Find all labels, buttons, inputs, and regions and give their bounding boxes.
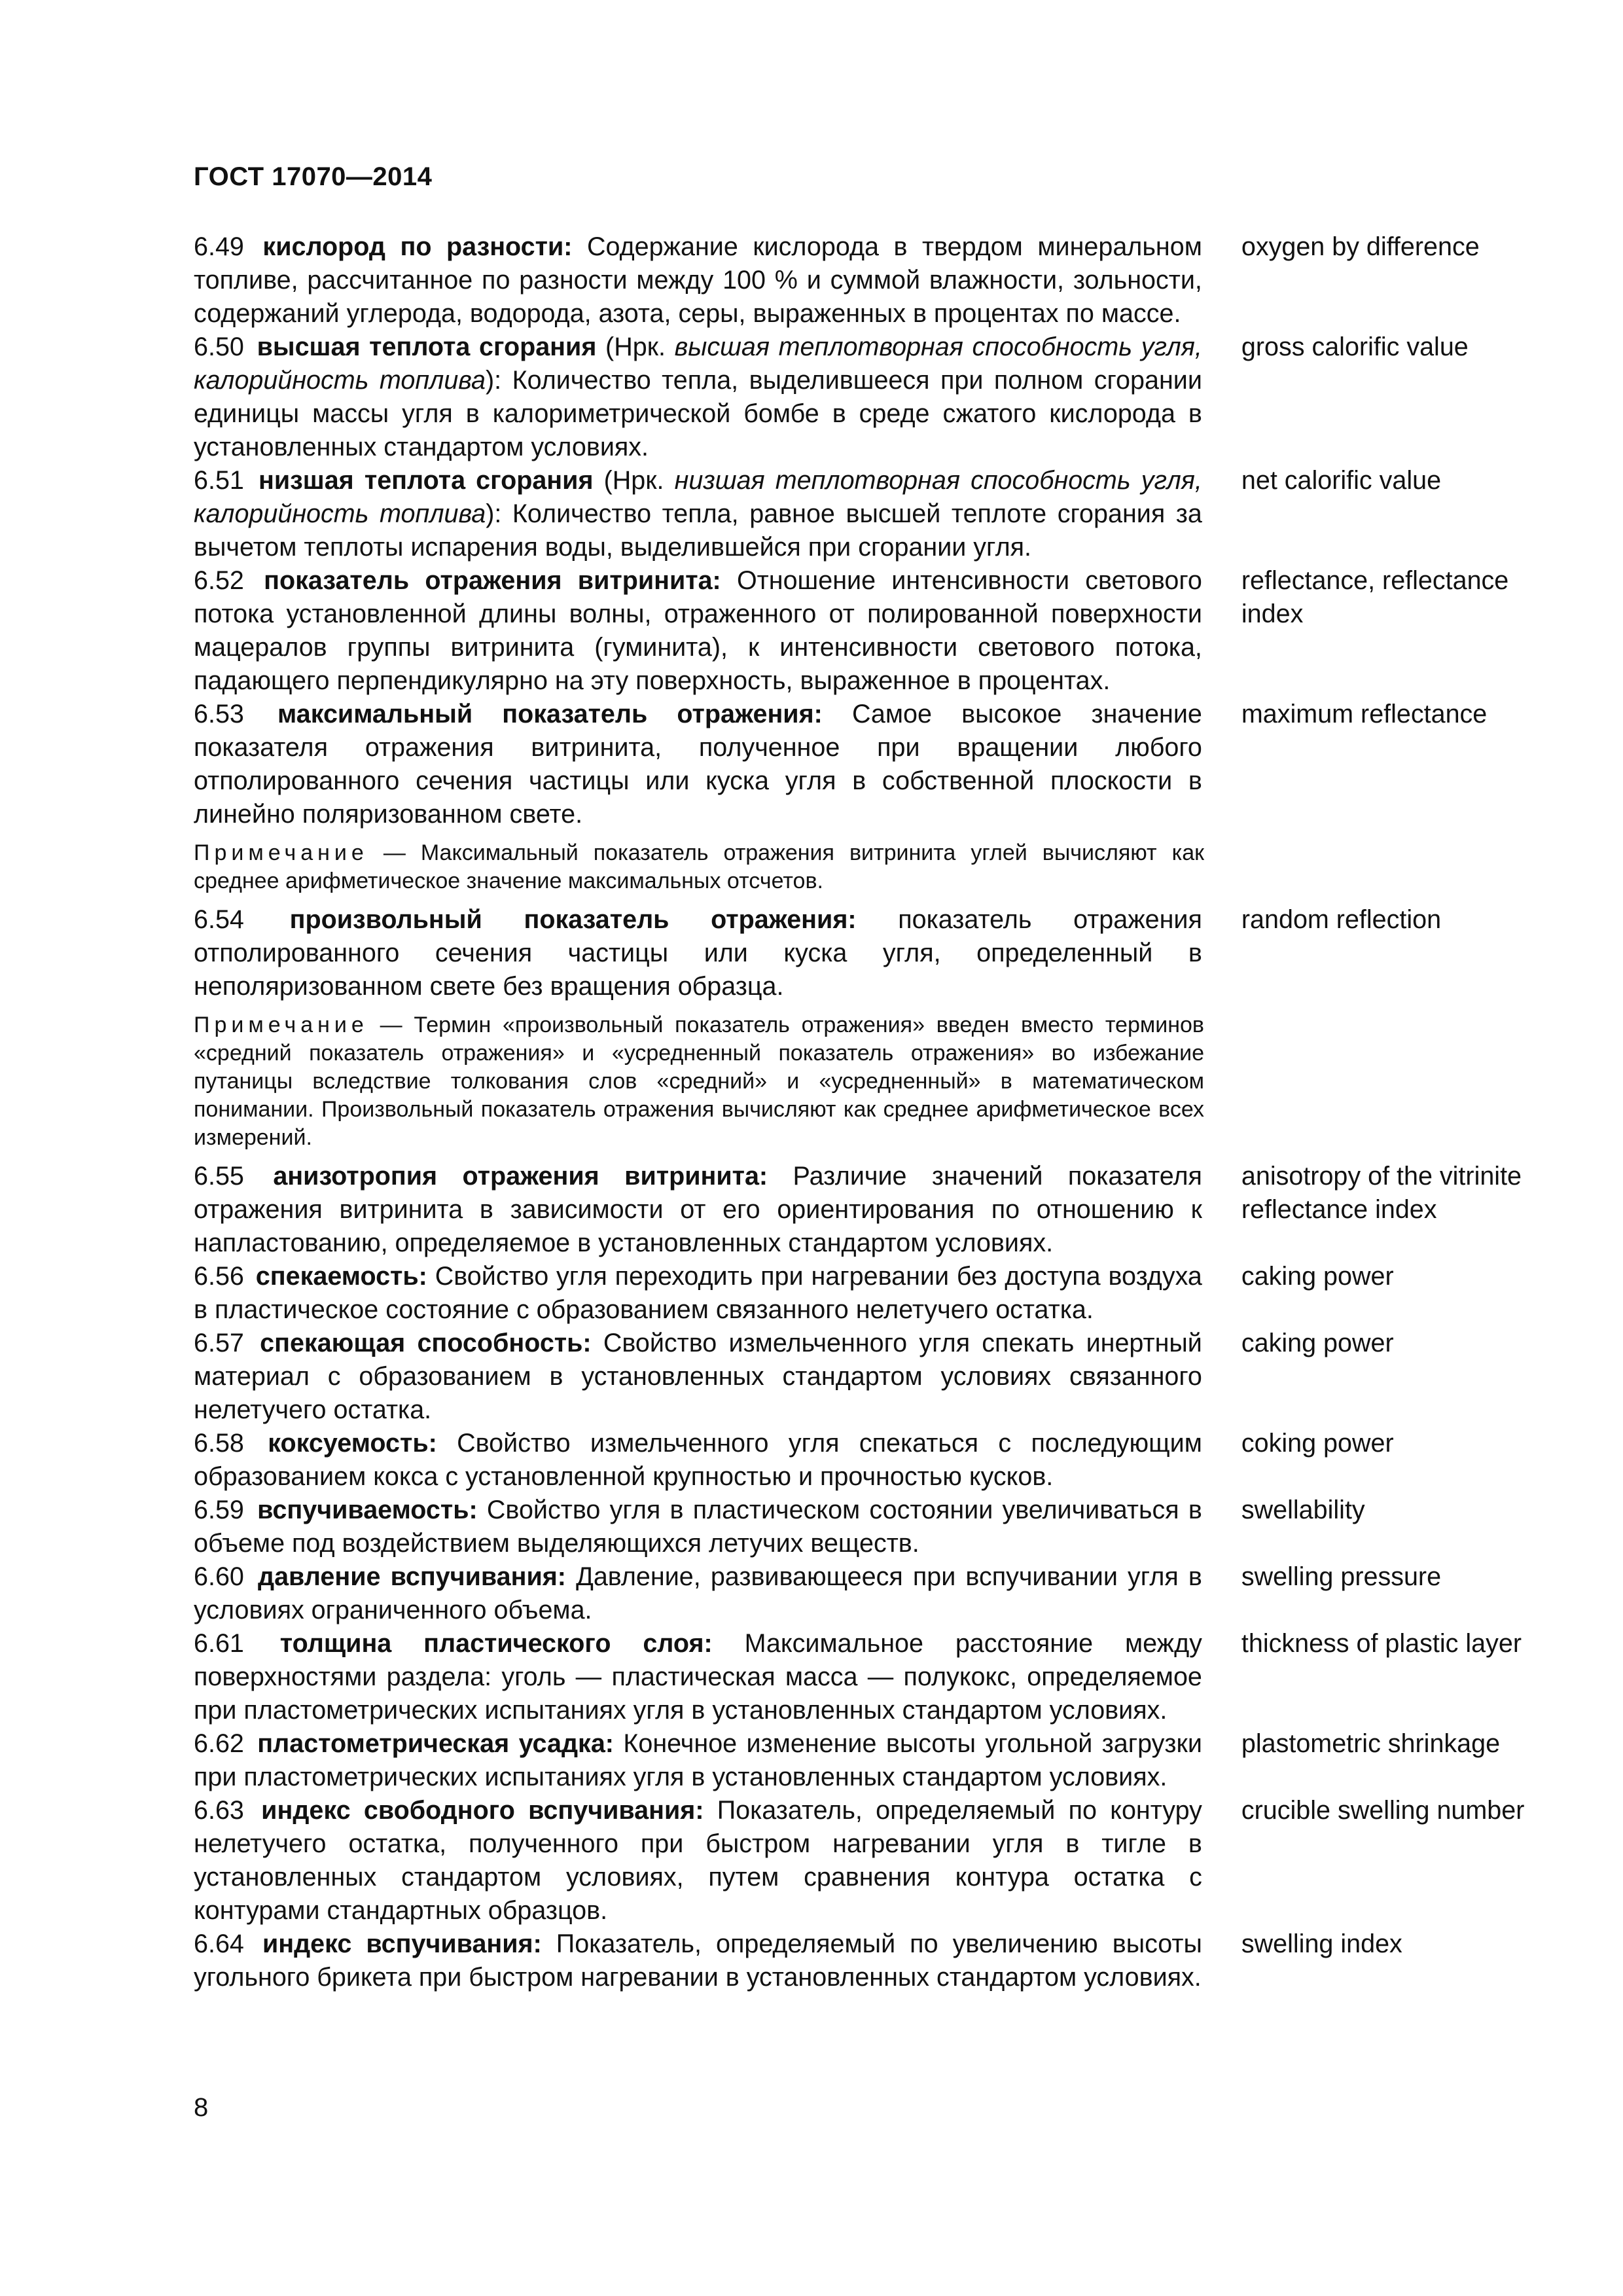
term-entry-6-62 xyxy=(194,1727,1529,1794)
term-entry-6-53 xyxy=(194,698,1529,831)
term-name: вспучиваемость: xyxy=(257,1496,478,1524)
term-alt: низшая теплотворная способность угля, калорийность топлива xyxy=(194,466,1202,528)
term-name: коксуемость: xyxy=(268,1429,437,1458)
term-entry-6-50 xyxy=(194,331,1529,464)
term-number: 6.59 xyxy=(194,1496,244,1524)
term-number: 6.52 xyxy=(194,566,244,595)
term-definition-text: Различие значений показателя отражения витринита в зависимости от его ориентирования по отношению к напластованию, определяемое в установленных стандартом условиях. xyxy=(194,1162,1202,1257)
term-alt-prefix: (Нрк. xyxy=(596,332,675,361)
term-name: анизотропия отражения витринита: xyxy=(273,1162,768,1191)
term-definition xyxy=(194,331,1202,464)
term-name: показатель отражения витринита: xyxy=(264,566,721,595)
document-header: ГОСТ 17070—2014 xyxy=(194,162,433,191)
term-english: oxygen by difference xyxy=(1241,232,1480,261)
term-definition xyxy=(194,1494,1202,1560)
page-number: 8 xyxy=(194,2093,209,2122)
term-entry-6-54 xyxy=(194,903,1529,1003)
term-name: спекаемость: xyxy=(255,1262,427,1291)
term-english: swelling pressure xyxy=(1241,1562,1442,1591)
term-english: coking power xyxy=(1241,1429,1394,1458)
term-definition xyxy=(194,1627,1202,1727)
term-alt-prefix: (Нрк. xyxy=(593,466,675,495)
term-definition-text: Свойство измельченного угля спекать инертный материал с образованием в установленных стандартом условиях связанного нелетучего остатка. xyxy=(194,1329,1202,1424)
term-entry-6-52 xyxy=(194,564,1529,698)
term-number: 6.61 xyxy=(194,1629,244,1658)
term-english: swelling index xyxy=(1241,1929,1402,1958)
term-definition-text: показатель отражения отполированного сечения частицы или куска угля, определенный в неполяризованном свете без вращения образца. xyxy=(194,905,1202,1001)
term-number: 6.57 xyxy=(194,1329,244,1357)
term-entry-6-60 xyxy=(194,1560,1529,1627)
note-text: — Максимальный показатель отражения витринита углей вычисляют как среднее арифметическое значение максимальных отсчетов. xyxy=(194,840,1204,893)
term-alt: высшая теплотворная способность угля, калорийность топлива xyxy=(194,332,1202,395)
term-number: 6.64 xyxy=(194,1929,244,1958)
term-entry-6-59 xyxy=(194,1494,1529,1560)
note-text: — Термин «произвольный показатель отражения» введен вместо терминов «средний показатель отражения» и «усредненный показатель отражения» во избежание путаницы вследствие толкования слов «средний» и «усредненный» в математическом понимании. Произвольный показатель отражения вычисляют как среднее арифметическое всех измерений. xyxy=(194,1013,1204,1150)
term-entry-6-49 xyxy=(194,230,1529,331)
term-english: reflectance, reflectance index xyxy=(1241,566,1509,628)
term-definition xyxy=(194,1260,1202,1327)
term-name: пластометрическая усадка: xyxy=(257,1729,614,1758)
term-name: давление вспучивания: xyxy=(258,1562,566,1591)
term-number: 6.53 xyxy=(194,700,244,728)
term-entry-6-61 xyxy=(194,1627,1529,1727)
term-definition-text: Показатель, определяемый по контуру нелетучего остатка, полученного при быстром нагревании угля в тигле в установленных стандартом условиях, путем сравнения контура остатка с контурами стандартных образцов. xyxy=(194,1796,1202,1925)
term-name: спекающая способность: xyxy=(260,1329,592,1357)
term-entry-6-51 xyxy=(194,464,1529,564)
note-label: Примечание xyxy=(194,840,368,865)
term-definition-text: Давление, развивающееся при вспучивании угля в условиях ограниченного объема. xyxy=(194,1562,1202,1624)
term-entry-6-64 xyxy=(194,1928,1529,1994)
term-definition-text: Самое высокое значение показателя отражения витринита, полученное при вращении любого отполированного сечения частицы или куска угля в собственной плоскости в линейно поляризованном свете. xyxy=(194,700,1202,829)
term-definition xyxy=(194,464,1202,564)
term-definition xyxy=(194,564,1202,698)
term-english: random reflection xyxy=(1241,905,1442,934)
term-name: индекс вспучивания: xyxy=(262,1929,542,1958)
term-entry-6-55 xyxy=(194,1160,1529,1260)
term-name: кислород по разности: xyxy=(262,232,573,261)
note-6-53 xyxy=(194,839,1204,895)
term-definition xyxy=(194,1928,1202,1994)
term-definition-text: ): Количество тепла, выделившееся при полном сгорании единицы массы угля в калориметрической бомбе в среде сжатого кислорода в установленных стандартом условиях. xyxy=(194,366,1202,461)
term-definition-text: ): Количество тепла, равное высшей теплоте сгорания за вычетом теплоты испарения воды, выделившейся при сгорании угля. xyxy=(194,499,1202,562)
terms-list xyxy=(194,230,1529,1994)
term-definition xyxy=(194,1427,1202,1494)
term-number: 6.60 xyxy=(194,1562,244,1591)
term-definition xyxy=(194,1727,1202,1794)
term-number: 6.63 xyxy=(194,1796,244,1825)
term-name: низшая теплота сгорания xyxy=(259,466,594,495)
term-number: 6.50 xyxy=(194,332,244,361)
term-definition-text: Содержание кислорода в твердом минеральном топливе, рассчитанное по разности между 100 % и суммой влажности, зольности, содержаний углерода, водорода, азота, серы, выраженных в процентах по массе. xyxy=(194,232,1202,328)
term-english: net calorific value xyxy=(1241,466,1442,495)
term-name: толщина пластического слоя: xyxy=(279,1629,713,1658)
term-name: высшая теплота сгорания xyxy=(257,332,597,361)
term-definition-text: Свойство угля переходить при нагревании без доступа воздуха в пластическое состояние с образованием связанного нелетучего остатка. xyxy=(194,1262,1202,1324)
term-definition xyxy=(194,230,1202,331)
term-name: произвольный показатель отражения: xyxy=(289,905,857,934)
term-english: maximum reflectance xyxy=(1241,700,1488,728)
term-english: caking power xyxy=(1241,1329,1394,1357)
term-english: swellability xyxy=(1241,1496,1365,1524)
term-english: crucible swelling number xyxy=(1241,1796,1525,1825)
term-number: 6.58 xyxy=(194,1429,244,1458)
term-definition-text: Конечное изменение высоты угольной загрузки при пластометрических испытаниях угля в установленных стандартом условиях. xyxy=(194,1729,1202,1791)
term-number: 6.62 xyxy=(194,1729,244,1758)
term-number: 6.55 xyxy=(194,1162,244,1191)
term-english: anisotropy of the vitrinite reflectance index xyxy=(1241,1162,1522,1224)
term-definition xyxy=(194,1327,1202,1427)
term-definition xyxy=(194,698,1202,831)
term-english: plastometric shrinkage xyxy=(1241,1729,1501,1758)
note-6-54 xyxy=(194,1011,1204,1152)
term-definition-text: Отношение интенсивности светового потока установленной длины волны, отраженного от полированной поверхности мацералов группы витринита (гуминита), к интенсивности светового потока, падающего перпендикулярно на эту поверхность, выраженное в процентах. xyxy=(194,566,1202,695)
note-label: Примечание xyxy=(194,1013,368,1037)
term-definition-text: Свойство измельченного угля спекаться с последующим образованием кокса с установленной крупностью и прочностью кусков. xyxy=(194,1429,1202,1491)
term-entry-6-56 xyxy=(194,1260,1529,1327)
term-definition xyxy=(194,1794,1202,1928)
term-english: thickness of plastic layer xyxy=(1241,1629,1522,1658)
term-definition xyxy=(194,1560,1202,1627)
term-english: gross calorific value xyxy=(1241,332,1469,361)
term-entry-6-57 xyxy=(194,1327,1529,1427)
term-definition-text: Максимальное расстояние между поверхностями раздела: уголь — пластическая масса — полукокс, определяемое при пластометрических испытаниях угля в установленных стандартом условиях. xyxy=(194,1629,1202,1725)
term-definition xyxy=(194,1160,1202,1260)
term-definition-text: Показатель, определяемый по увеличению высоты угольного брикета при быстром нагревании в установленных стандартом условиях. xyxy=(194,1929,1202,1992)
term-definition-text: Свойство угля в пластическом состоянии увеличиваться в объеме под воздействием выделяющихся летучих веществ. xyxy=(194,1496,1202,1558)
term-name: максимальный показатель отражения: xyxy=(277,700,823,728)
term-number: 6.54 xyxy=(194,905,244,934)
term-entry-6-58 xyxy=(194,1427,1529,1494)
term-english: caking power xyxy=(1241,1262,1394,1291)
term-entry-6-63 xyxy=(194,1794,1529,1928)
term-name: индекс свободного вспучивания: xyxy=(261,1796,704,1825)
term-number: 6.56 xyxy=(194,1262,244,1291)
term-definition xyxy=(194,903,1202,1003)
term-number: 6.49 xyxy=(194,232,244,261)
term-number: 6.51 xyxy=(194,466,244,495)
